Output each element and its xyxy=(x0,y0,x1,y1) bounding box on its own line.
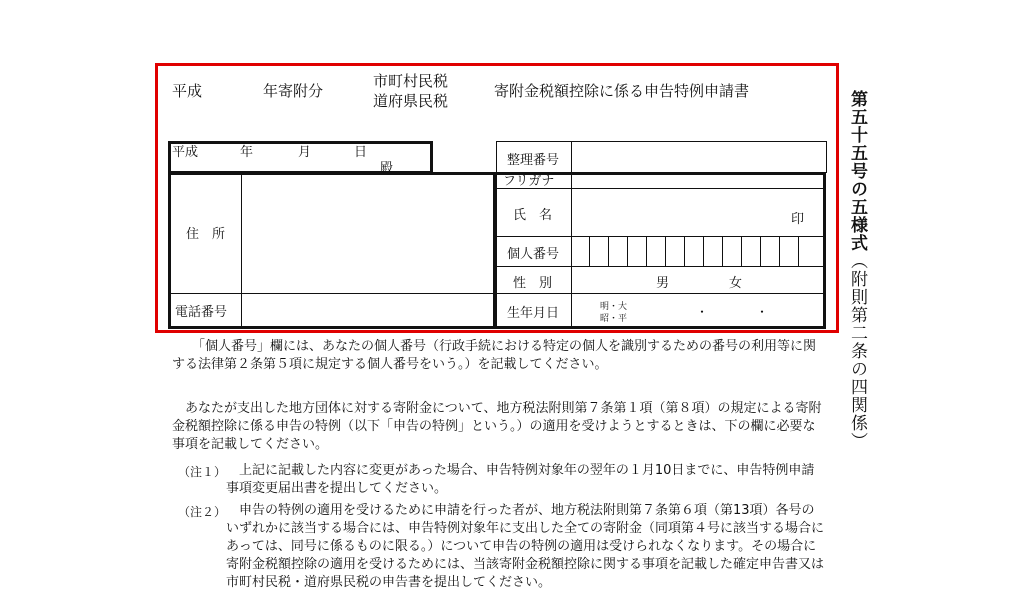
label-sex: 性 別 xyxy=(513,276,553,291)
side-title-bold: 第五十五号の五様式 xyxy=(847,90,867,252)
label-name: 氏 名 xyxy=(513,208,553,223)
label-phone: 電話番号 xyxy=(175,305,228,320)
era-meiji-taisho: 明・大 xyxy=(600,302,628,312)
date-era: 平成 xyxy=(172,145,199,160)
label-ref-no: 整理番号 xyxy=(507,153,560,168)
header-tax-line1: 市町村民税 xyxy=(373,72,449,90)
side-title-normal: （附則第二条の四関係） xyxy=(847,252,867,450)
date-year: 年 xyxy=(240,145,254,160)
header-era: 平成 xyxy=(172,82,203,100)
seal-mark: 印 xyxy=(791,212,805,227)
note1-text: 上記に記載した内容に変更があった場合、申告特例対象年の翌年の１月10日までに、申告特例申請事項変更届出書を提出してください。 xyxy=(226,463,815,496)
label-address: 住 所 xyxy=(186,227,226,242)
note2-mark: （注２） xyxy=(178,505,227,519)
form-number-side-title xyxy=(846,90,868,450)
note2-text: 申告の特例の適用を受けるために申請を行った者が、地方税法附則第７条第６項（第13項）各号のいずれかに該当する場合には、申告特例対象年に支出した全ての寄附金（同項第４号に該当する場合にあっては、同号に係るものに限る。）について申告の特例の適用は受けられなくなります。その場合に寄附金税額控除の適用を受けるためには、当該寄附金税額控除に関する事項を記載した確定申告書又は市町村民税・道府県民税の申告書を提出してください。 xyxy=(226,503,825,590)
date-day: 日 xyxy=(354,145,368,160)
main-instruction: あなたが支出した地方団体に対する寄附金について、地方税法附則第７条第１項（第８項）の規定による寄附金税額控除に係る申告の特例（以下「申告の特例」という。）の適用を受けようとするときは、下の欄に必要な事項を記載してください。 xyxy=(172,401,822,452)
personal-no-note: 「個人番号」欄には、あなたの個人番号（行政手続における特定の個人を識別するための番号の利用等に関する法律第２条第５項に規定する個人番号をいう。）を記載してください。 xyxy=(172,339,817,372)
note1-mark: （注１） xyxy=(178,465,227,479)
date-month: 月 xyxy=(298,145,312,160)
form-title: 寄附金税額控除に係る申告特例申請書 xyxy=(494,82,750,100)
label-furigana: フリガナ xyxy=(503,174,555,189)
label-personal-no: 個人番号 xyxy=(507,247,560,262)
label-birthdate: 生年月日 xyxy=(507,306,560,321)
sex-female: 女 xyxy=(729,276,743,291)
date-dots: ・ ・ xyxy=(696,305,769,319)
addressee-suffix: 殿 xyxy=(380,161,394,176)
header-year-donation: 年寄附分 xyxy=(263,82,324,100)
sex-male: 男 xyxy=(656,276,670,291)
header-tax-line2: 道府県民税 xyxy=(373,92,449,110)
era-showa-heisei: 昭・平 xyxy=(600,314,628,324)
